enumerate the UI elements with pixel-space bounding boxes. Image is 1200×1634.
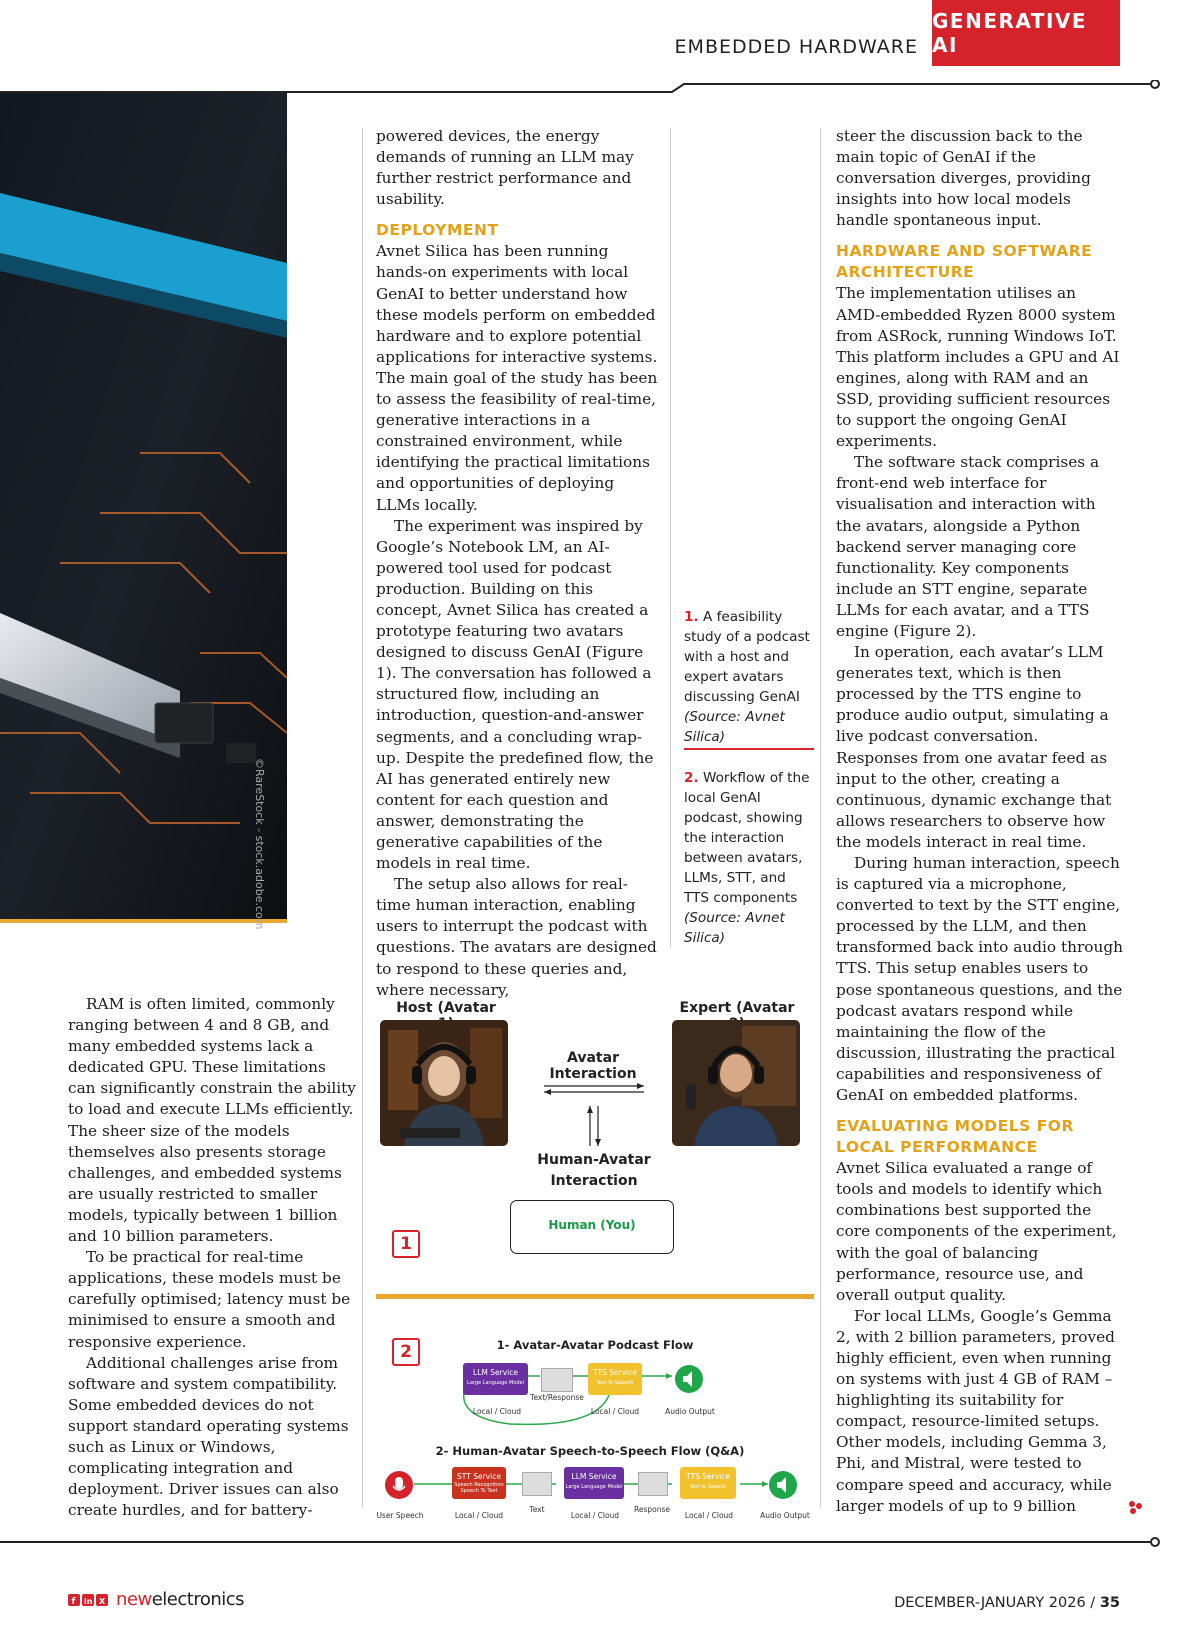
local-cloud-label: Local / Cloud (472, 1407, 522, 1416)
figure-1-caption (684, 607, 814, 747)
issue-date-text: DECEMBER-JANUARY 2026 (894, 1595, 1086, 1611)
page-number: 35 (1099, 1595, 1120, 1611)
tts-service-label: TTS Service (593, 1368, 637, 1377)
caption-source: (Source: Avnet Silica) (684, 709, 785, 745)
human-avatar-label: Human-Avatar Interaction (537, 1152, 651, 1189)
llm-service-box-2 (564, 1467, 624, 1499)
paragraph: RAM is often limited, commonly ranging between 4 and 8 GB, and many embedded systems lack a dedicated GPU. These limitations can significantly constrain the ability to load and execute LLMs efficiently. The sheer size of the models themselves also presents storage challenges, and embedded systems are usually restricted to smaller models, typically between 1 billion and 10 billion parameters. (68, 995, 356, 1246)
section-title: EMBEDDED HARDWARE (674, 36, 918, 58)
paragraph: In operation, each avatar’s LLM generates text, which is then processed by the TTS engine to produce audio output, simulating a live podcast conversation. Responses from one avatar feed as input to the other, creating a continuous, dynamic exchange that allows researchers to observe how the models interact in real time. (836, 643, 1112, 851)
column-right (836, 126, 1124, 1517)
paragraph: steer the discussion back to the main topic of GenAI if the conversation diverges, providing insights into how local models handle spontaneous input. (836, 127, 1091, 230)
flow1-title: 1- Avatar-Avatar Podcast Flow (496, 1338, 694, 1352)
text-response-label: Text/Response (530, 1393, 584, 1402)
figure-2-caption (684, 768, 814, 948)
figure-number: 1 (392, 1230, 420, 1258)
llm-service-box (463, 1363, 528, 1395)
response-block-icon (638, 1472, 668, 1496)
speaker-icon (768, 1470, 798, 1500)
heading-evaluating: EVALUATING MODELS FOR LOCAL PERFORMANCE (836, 1117, 1074, 1157)
footer-rule (0, 1536, 1200, 1550)
paragraph: Additional challenges arise from software and system compatibility. Some embedded devices do not support standard operating systems such as Linux or Windows, complicating integration and deployment. Driver issues can also create hurdles, and for battery- (68, 1353, 349, 1520)
stt-service-box (452, 1467, 506, 1499)
column-middle (376, 126, 660, 1001)
brand-rest: electronics (151, 1589, 245, 1610)
svg-text:in: in (84, 1597, 93, 1606)
local-cloud-label: Local / Cloud (570, 1511, 620, 1520)
host-label: Host (Avatar (396, 1000, 496, 1016)
expert-label: Expert (Avatar (679, 1000, 795, 1016)
paragraph: powered devices, the energy demands of running an LLM may further restrict performance and usability. (376, 127, 634, 209)
figure-number: 2 (392, 1338, 420, 1366)
paragraph: For local LLMs, Google’s Gemma 2, with 2 billion parameters, proved highly efficient, even when running on systems with just 4 GB of RAM – highlighting its suitability for compact, resource-limited setups. Other models, including Gemma 3, Phi, and Mistral, were tested to compare speed and accuracy, while larger models of up to 9 billion (836, 1306, 1115, 1515)
issue-date (894, 1595, 1120, 1611)
tts-service-label: TTS Service (686, 1472, 730, 1481)
paragraph: During human interaction, speech is captured via a microphone, converted to text by the STT engine, processed by the LLM, and then transformed back into audio through TTS. This setup enables users to pose spontaneous questions, and the podcast avatars respond while maintaining the flow of the discussion, illustrating the practical capabilities and responsiveness of GenAI on embedded platforms. (836, 854, 1123, 1105)
hero-photo (0, 93, 287, 923)
separator: / (1085, 1595, 1100, 1611)
llm-service-sublabel: Large Language Model (565, 1484, 623, 1490)
text-label: Text (529, 1505, 545, 1514)
local-cloud-label: Local / Cloud (684, 1511, 734, 1520)
paragraph: The software stack comprises a front-end web interface for visualisation and interaction with the avatars, alongside a Python backend server managing core functionality. Key components include an STT engine, separate LLMs for each avatar, and a TTS engine (Figure 2). (836, 453, 1100, 640)
caption-text: A feasibility study of a podcast with a host and expert avatars discussing GenAI (684, 609, 810, 705)
llm-service-sublabel: Large Language Model (467, 1380, 524, 1386)
llm-service-label: LLM Service (571, 1472, 617, 1481)
avatar-interaction-label: Avatar Interaction (549, 1050, 637, 1082)
svg-text:f: f (71, 1597, 76, 1607)
local-cloud-label: Local / Cloud (454, 1511, 504, 1520)
caption-number: 2. (684, 770, 699, 786)
user-speech-label: User Speech (376, 1511, 424, 1520)
text-response-block-icon (541, 1368, 573, 1392)
column-left (68, 994, 356, 1521)
brand-new: new (116, 1589, 152, 1610)
column-rule (820, 128, 821, 1508)
caption-divider (684, 748, 814, 750)
tts-service-sublabel: Text to Speech (596, 1380, 634, 1386)
column-rule (670, 128, 671, 948)
llm-service-label: LLM Service (473, 1368, 518, 1377)
heading-deployment: DEPLOYMENT (376, 221, 499, 240)
text-block-icon (522, 1472, 552, 1496)
stt-service-label: STT Service (457, 1472, 501, 1481)
tts-service-sublabel: Text to Speech (689, 1484, 727, 1490)
interaction-arrows (538, 1080, 650, 1150)
microphone-icon (384, 1470, 414, 1500)
stt-service-sublabel: Speech Recognition Speech To Text (454, 1482, 504, 1494)
audio-output-label: Audio Output (665, 1407, 715, 1416)
local-cloud-label: Local / Cloud (590, 1407, 640, 1416)
photo-credit: ©RareStock - stock.adobe.com (253, 758, 266, 930)
figure-divider (376, 1294, 814, 1299)
paragraph: To be practical for real-time applications, these models must be carefully optimised; latency must be minimised to ensure a smooth and responsive experience. (68, 1248, 351, 1351)
paragraph: The implementation utilises an AMD-embedded Ryzen 8000 system from ASRock, running Windows IoT. This platform includes a GPU and AI engines, along with RAM and an SSD, providing sufficient resources to support the ongoing GenAI experiments. (836, 284, 1120, 451)
paragraph: The experiment was inspired by Google’s Notebook LM, an AI-powered tool used for podcast production. Building on this concept, Avnet Silica has created a prototype featuring two avatars designed to discuss GenAI (Figure 1). The conversation has followed a structured flow, including an introduction, question-and-answer segments, and a concluding wrap-up. Despite the predefined flow, the AI has generated entirely new content for each question and answer, demonstrating the generative capabilities of the models in real time. (376, 516, 654, 873)
heading-architecture: HARDWARE AND SOFTWARE ARCHITECTURE (836, 242, 1093, 282)
audio-output-label: Audio Output (760, 1511, 810, 1520)
paragraph: The setup also allows for real-time human interaction, enabling users to interrupt the podcast with questions. The avatars are designed to respond to these queries and, where necessary, (376, 875, 657, 999)
expert-avatar-image (672, 1020, 802, 1150)
flow2-title: 2- Human-Avatar Speech-to-Speech Flow (Q&A) (435, 1444, 745, 1458)
paragraph: Avnet Silica has been running hands-on experiments with local GenAI to better understand how these models perform on embedded hardware and to explore potential applications for interactive systems. The main goal of the study has been to assess the feasibility of real-time, generative interactions in a constrained environment, while identifying the practical limitations and opportunities of deploying LLMs locally. (376, 242, 658, 514)
tts-service-box (588, 1363, 642, 1395)
speaker-icon (674, 1364, 704, 1394)
end-mark-icon (1128, 1500, 1144, 1516)
column-rule (362, 128, 363, 1508)
host-avatar-image (380, 1020, 510, 1150)
caption-text: Workflow of the local GenAI podcast, showing the interaction between avatars, LLMs, STT, and TTS components (684, 770, 810, 906)
tts-service-box-2 (680, 1467, 736, 1499)
caption-source: (Source: Avnet Silica) (684, 910, 785, 946)
section-tag: GENERATIVE AI (932, 0, 1120, 66)
social-icons[interactable] (68, 1594, 108, 1608)
human-box-label: Human (You) (548, 1218, 636, 1232)
brand-logo (116, 1589, 244, 1610)
paragraph: Avnet Silica evaluated a range of tools and models to identify which combinations best supported the core components of the experiment, with the goal of balancing performance, resource use, and overall output quality. (836, 1159, 1117, 1304)
response-label: Response (633, 1505, 671, 1514)
caption-number: 1. (684, 609, 699, 625)
svg-text:X: X (99, 1597, 106, 1606)
